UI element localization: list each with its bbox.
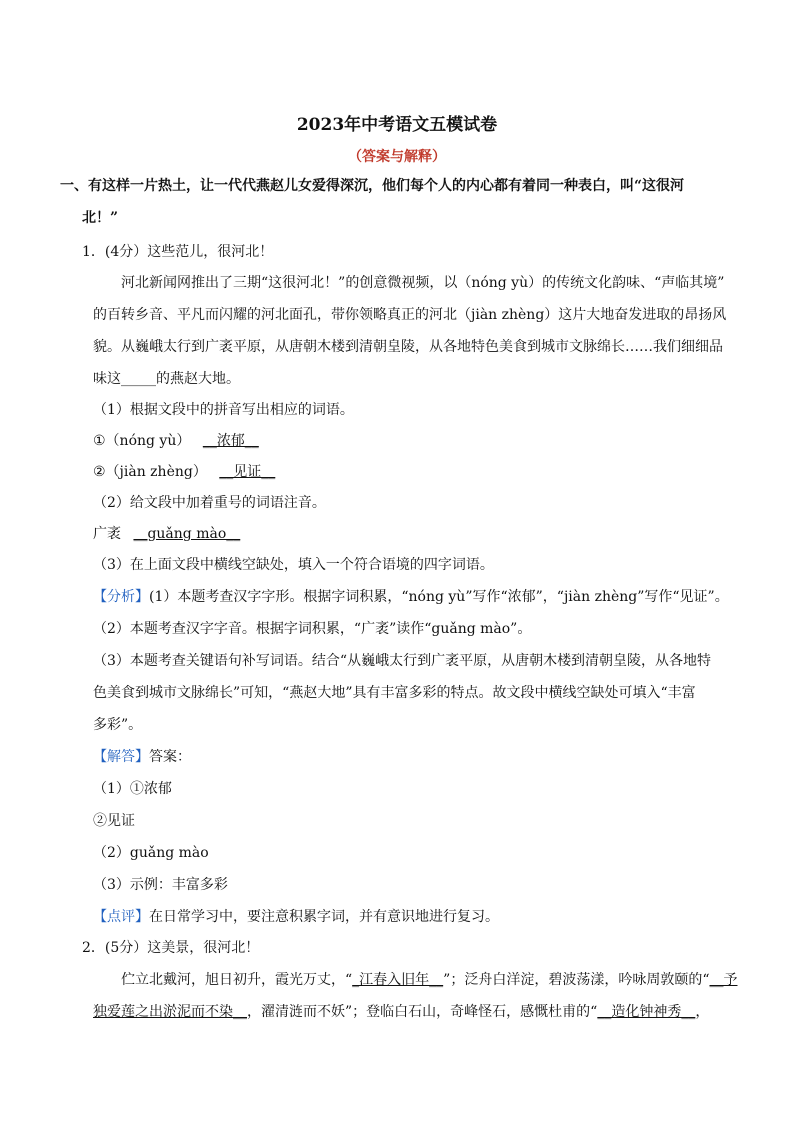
q2-paragraph-line xyxy=(93,1002,709,1022)
q1-subquestion-2-answer xyxy=(93,524,240,544)
q1-1a-answer: __浓郁__ xyxy=(202,433,259,449)
comment-text: 在日常学习中，要注意积累字词，并有意识地进行复习。 xyxy=(149,909,499,925)
q2-answer-1: _江春入旧年__ xyxy=(352,972,444,988)
q1-1a-label: ①（nóng yù） xyxy=(93,433,191,449)
q1-paragraph-line: 河北新闻网推出了三期“这很河北！”的创意微视频，以（nóng yù）的传统文化韵味、“声临其境” xyxy=(121,275,725,291)
q2-text: ”；泛舟白洋淀，碧波荡漾，吟咏周敦颐的“ xyxy=(443,972,710,988)
q1-1b-label: ②（jiàn zhèng） xyxy=(93,464,207,480)
q2-text: 伫立北戴河，旭日初升，霞光万丈， xyxy=(121,972,345,988)
section-heading-line-2: 北！” xyxy=(82,210,119,226)
answer-2: （2）guǎng mào xyxy=(93,845,209,861)
answer-heading xyxy=(93,747,191,767)
q2-paragraph-line xyxy=(121,970,738,990)
analysis-tag: 【分析】 xyxy=(93,589,149,605)
q1-subquestion-1b xyxy=(93,462,275,482)
q1-subquestion-2: （2）给文段中加着重号的词语注音。 xyxy=(93,495,326,511)
answer-1a: （1）①浓郁 xyxy=(93,781,172,797)
analysis-line-2: （2）本题考查汉字字音。根据字词积累，“广袤”读作“guǎng mào”。 xyxy=(93,621,532,637)
answer-heading-text: 答案： xyxy=(149,749,191,765)
q1-1b-answer: __见证__ xyxy=(219,464,276,480)
q2-answer-2-end: 独爱莲之出淤泥而不染__ xyxy=(93,1004,247,1020)
q1-2-answer: __guǎng mào__ xyxy=(133,526,241,542)
analysis-line-1 xyxy=(93,587,729,607)
comment-tag: 【点评】 xyxy=(93,909,149,925)
answer-3: （3）示例：丰富多彩 xyxy=(93,877,228,893)
question-2-heading: 2．(5分）这美景，很河北！ xyxy=(82,940,260,956)
analysis-line-5: 多彩”。 xyxy=(93,717,143,733)
q2-answer-3: __造化钟神秀__ xyxy=(597,1004,696,1020)
analysis-text: (1）本题考查汉字字形。根据字词积累，“nóng yù”写作“浓郁”，“jiàn zhèng”写作“见证”。 xyxy=(149,589,729,605)
q1-subquestion-1a xyxy=(93,431,259,451)
q1-paragraph-line: 的百转乡音、平凡而闪耀的河北面孔，带你领略真正的河北（jiàn zhèng）这片大地奋发进取的昂扬风 xyxy=(93,307,727,323)
q1-subquestion-1: （1）根据文段中的拼音写出相应的词语。 xyxy=(93,402,354,418)
q2-text: ， xyxy=(695,1004,710,1020)
question-1-heading: 1．(4分）这些范儿，很河北！ xyxy=(82,244,274,260)
answer-1b: ②见证 xyxy=(93,813,135,829)
q1-subquestion-3: （3）在上面文段中横线空缺处，填入一个符合语境的四字词语。 xyxy=(93,557,494,573)
q2-answer-2-start: __予 xyxy=(709,972,738,988)
q2-quote-open: “ xyxy=(345,972,353,988)
q1-paragraph-line: 貌。从巍峨太行到广袤平原，从唐朝木楼到清朝皇陵，从各地特色美食到城市文脉绵长……我们细细品 xyxy=(93,339,723,355)
q1-2-label: 广袤 xyxy=(93,526,121,542)
q1-paragraph-line: 味这_____的燕赵大地。 xyxy=(93,371,240,387)
analysis-line-3: （3）本题考查关键语句补写词语。结合“从巍峨太行到广袤平原，从唐朝木楼到清朝皇陵，从各地特 xyxy=(93,653,712,669)
analysis-line-4: 色美食到城市文脉绵长”可知，“燕赵大地”具有丰富多彩的特点。故文段中横线空缺处可填入“丰富 xyxy=(93,685,696,701)
section-heading-line-1: 一、有这样一片热土，让一代代燕赵儿女爱得深沉，他们每个人的内心都有着同一种表白，叫“这很河 xyxy=(60,178,685,194)
comment-line xyxy=(93,907,499,927)
q2-text: ，濯清涟而不妖”；登临白石山，奇峰怪石，感慨杜甫的“ xyxy=(247,1004,598,1020)
answer-tag: 【解答】 xyxy=(93,749,149,765)
page-title: 2023年中考语文五模试卷 xyxy=(296,115,498,135)
page-subtitle: （答案与解释） xyxy=(348,149,446,165)
